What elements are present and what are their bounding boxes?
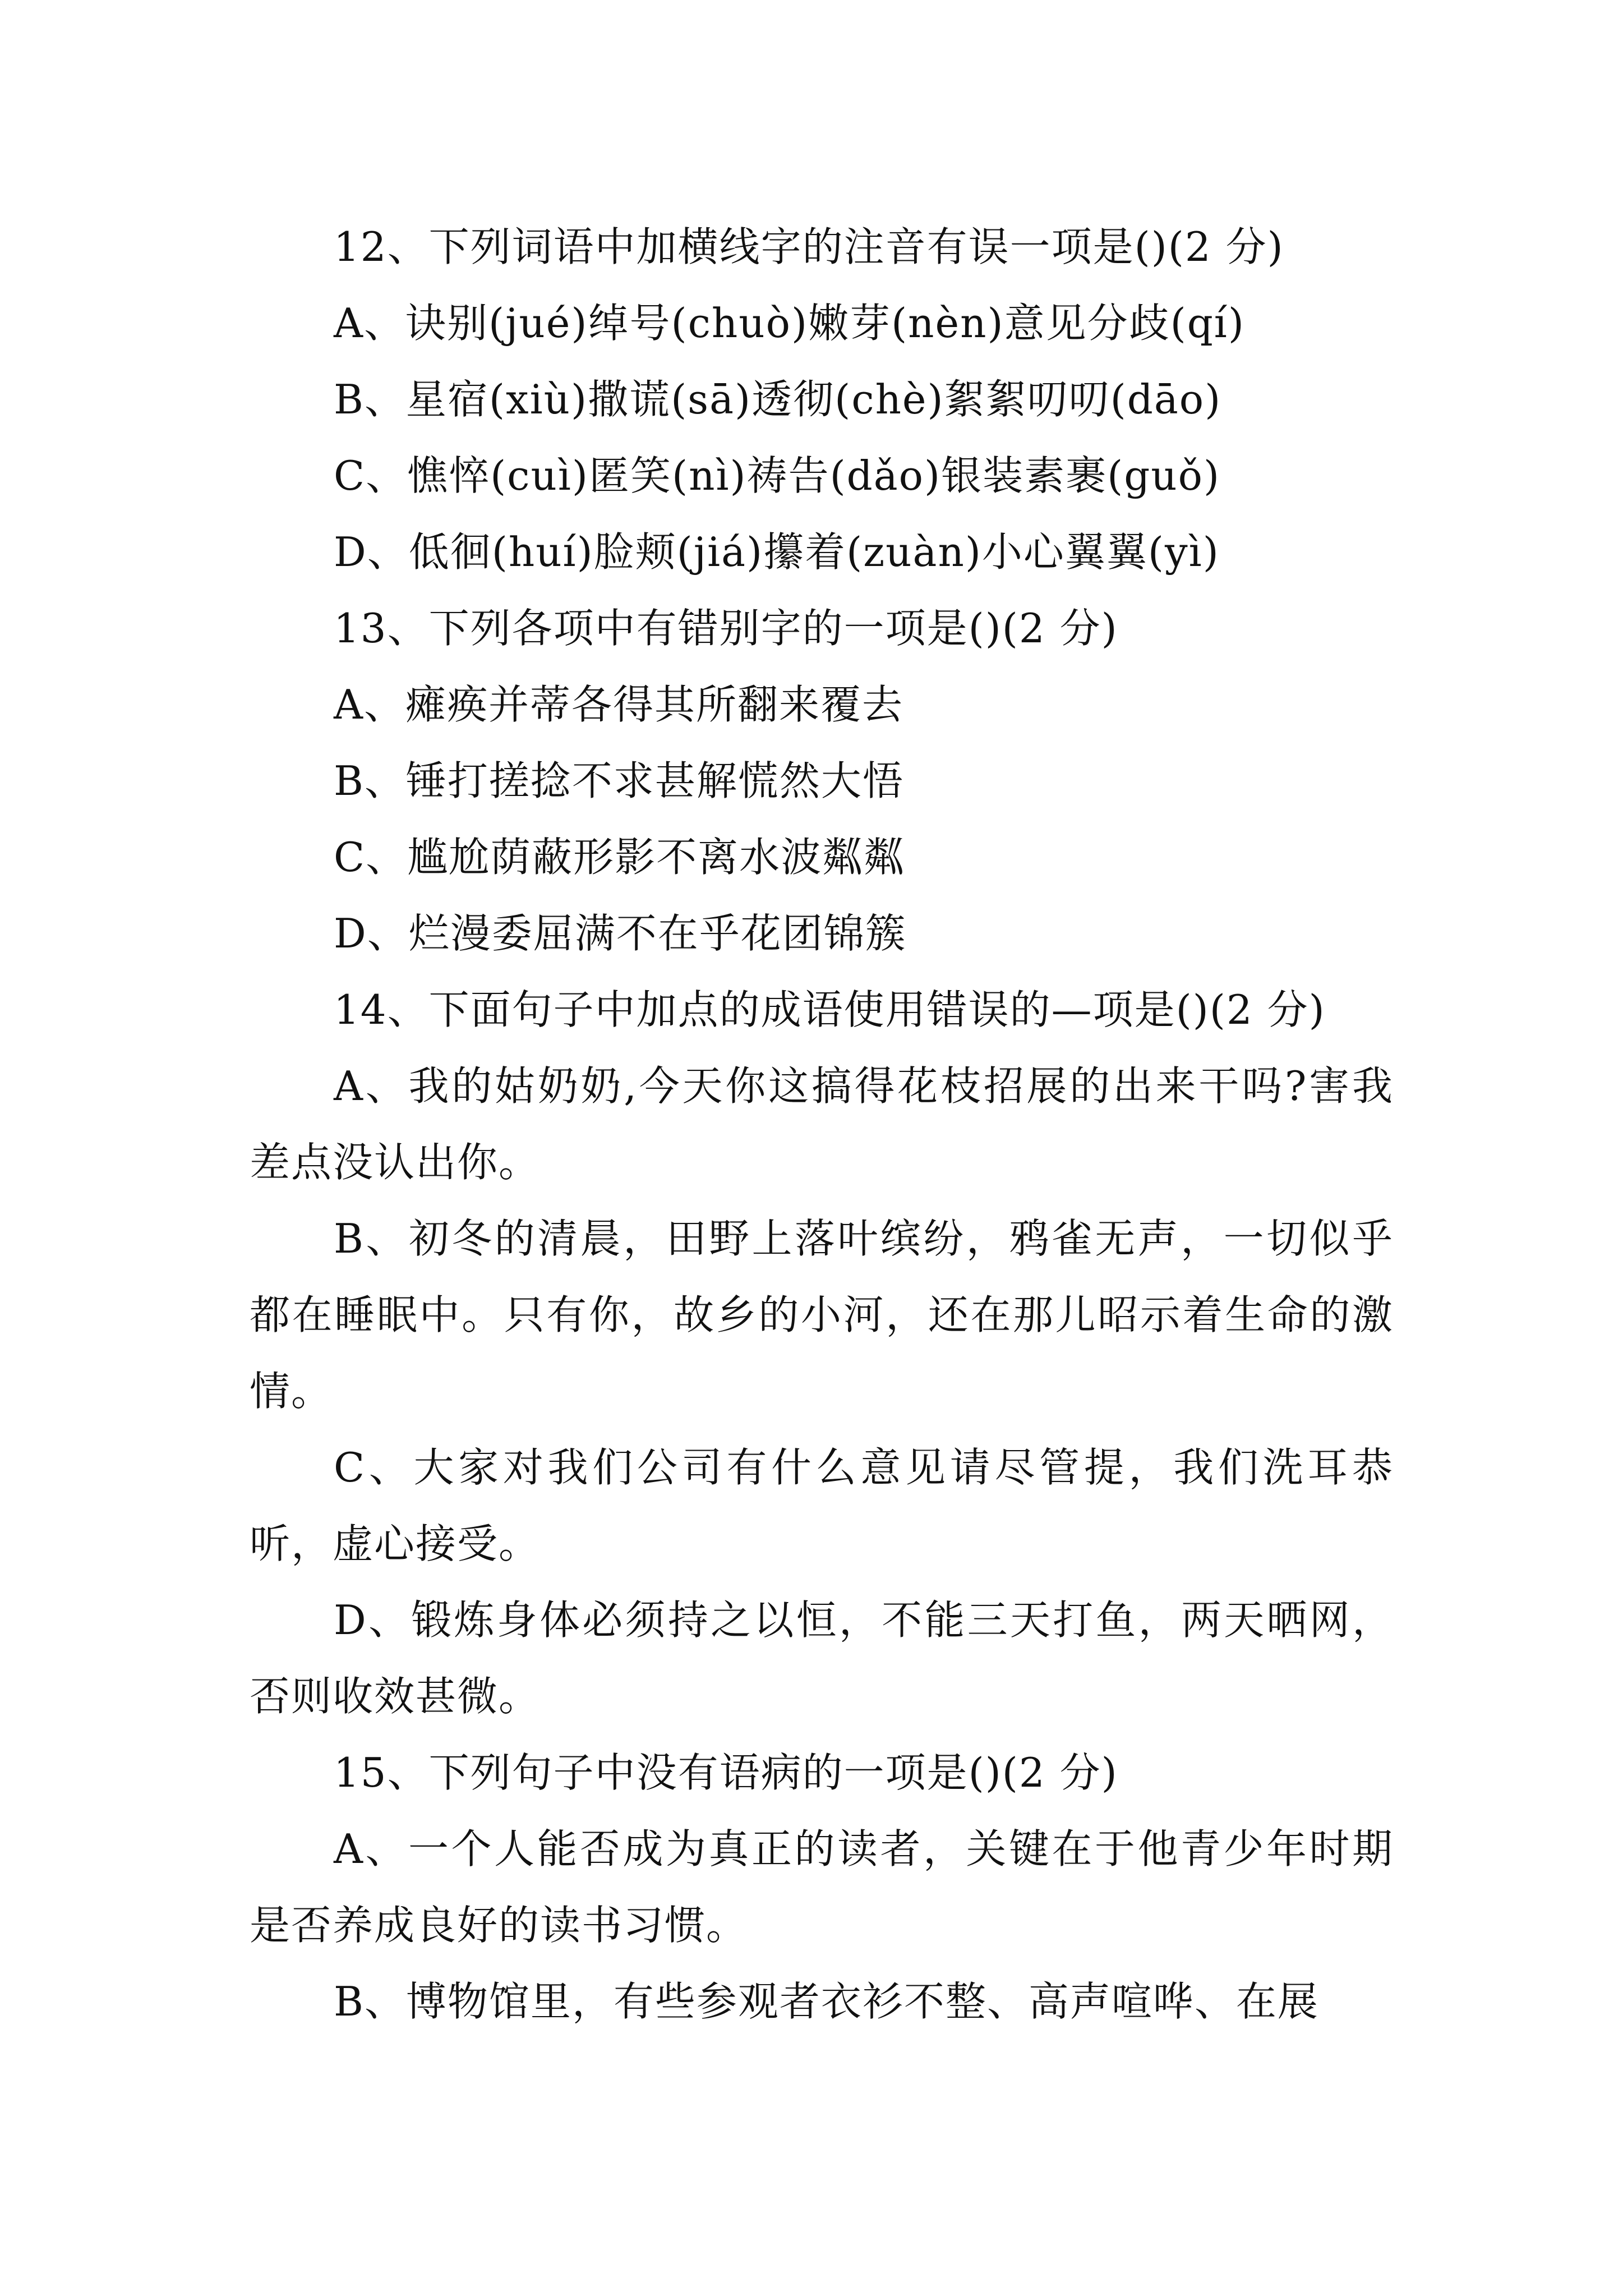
question-12-option-d: D、低徊(huí)脸颊(jiá)攥着(zuàn)小心翼翼(yì) (334, 528, 1220, 576)
document-body (250, 209, 1394, 2040)
question-15-stem: 15、下列句子中没有语病的一项是()(2 分) (334, 1749, 1118, 1796)
question-13-option-c: C、尴尬荫蔽形影不离水波粼粼 (334, 834, 906, 881)
question-14-option-a: A、我的姑奶奶,今天你这搞得花枝招展的出来干吗?害我差点没认出你。 (250, 1062, 1394, 1186)
question-14-option-c: C、大家对我们公司有什么意见请尽管提，我们洗耳恭听，虚心接受。 (250, 1444, 1394, 1567)
question-14-stem: 14、下面句子中加点的成语使用错误的—项是()(2 分) (334, 986, 1326, 1033)
question-14-option-b: B、初冬的清晨，田野上落叶缤纷，鸦雀无声，一切似乎都在睡眠中。只有你，故乡的小河，还在那儿昭示着生命的激情。 (250, 1215, 1394, 1415)
question-13-option-d: D、烂漫委屈满不在乎花团锦簇 (334, 910, 907, 957)
question-12-option-b: B、星宿(xiù)撒谎(sā)透彻(chè)絮絮叨叨(dāo) (334, 376, 1222, 423)
question-13-stem: 13、下列各项中有错别字的一项是()(2 分) (334, 605, 1118, 652)
question-15-option-b: B、博物馆里，有些参观者衣衫不整、高声喧哗、在展 (334, 1978, 1319, 2025)
question-15-option-a: A、一个人能否成为真正的读者，关键在于他青少年时期是否养成良好的读书习惯。 (250, 1825, 1394, 1949)
question-12-option-c: C、憔悴(cuì)匿笑(nì)祷告(dǎo)银装素裹(guǒ) (334, 452, 1221, 499)
question-13-option-b: B、锤打搓捻不求甚解慌然大悟 (334, 757, 904, 804)
question-12-option-a: A、诀别(jué)绰号(chuò)嫩芽(nèn)意见分歧(qí) (334, 300, 1245, 347)
question-14-option-d: D、锻炼身体必须持之以恒，不能三天打鱼，两天晒网，否则收效甚微。 (250, 1596, 1394, 1720)
question-13-option-a: A、瘫痪并蒂各得其所翻来覆去 (334, 681, 903, 728)
question-12-stem: 12、下列词语中加横线字的注音有误一项是()(2 分) (334, 223, 1284, 270)
